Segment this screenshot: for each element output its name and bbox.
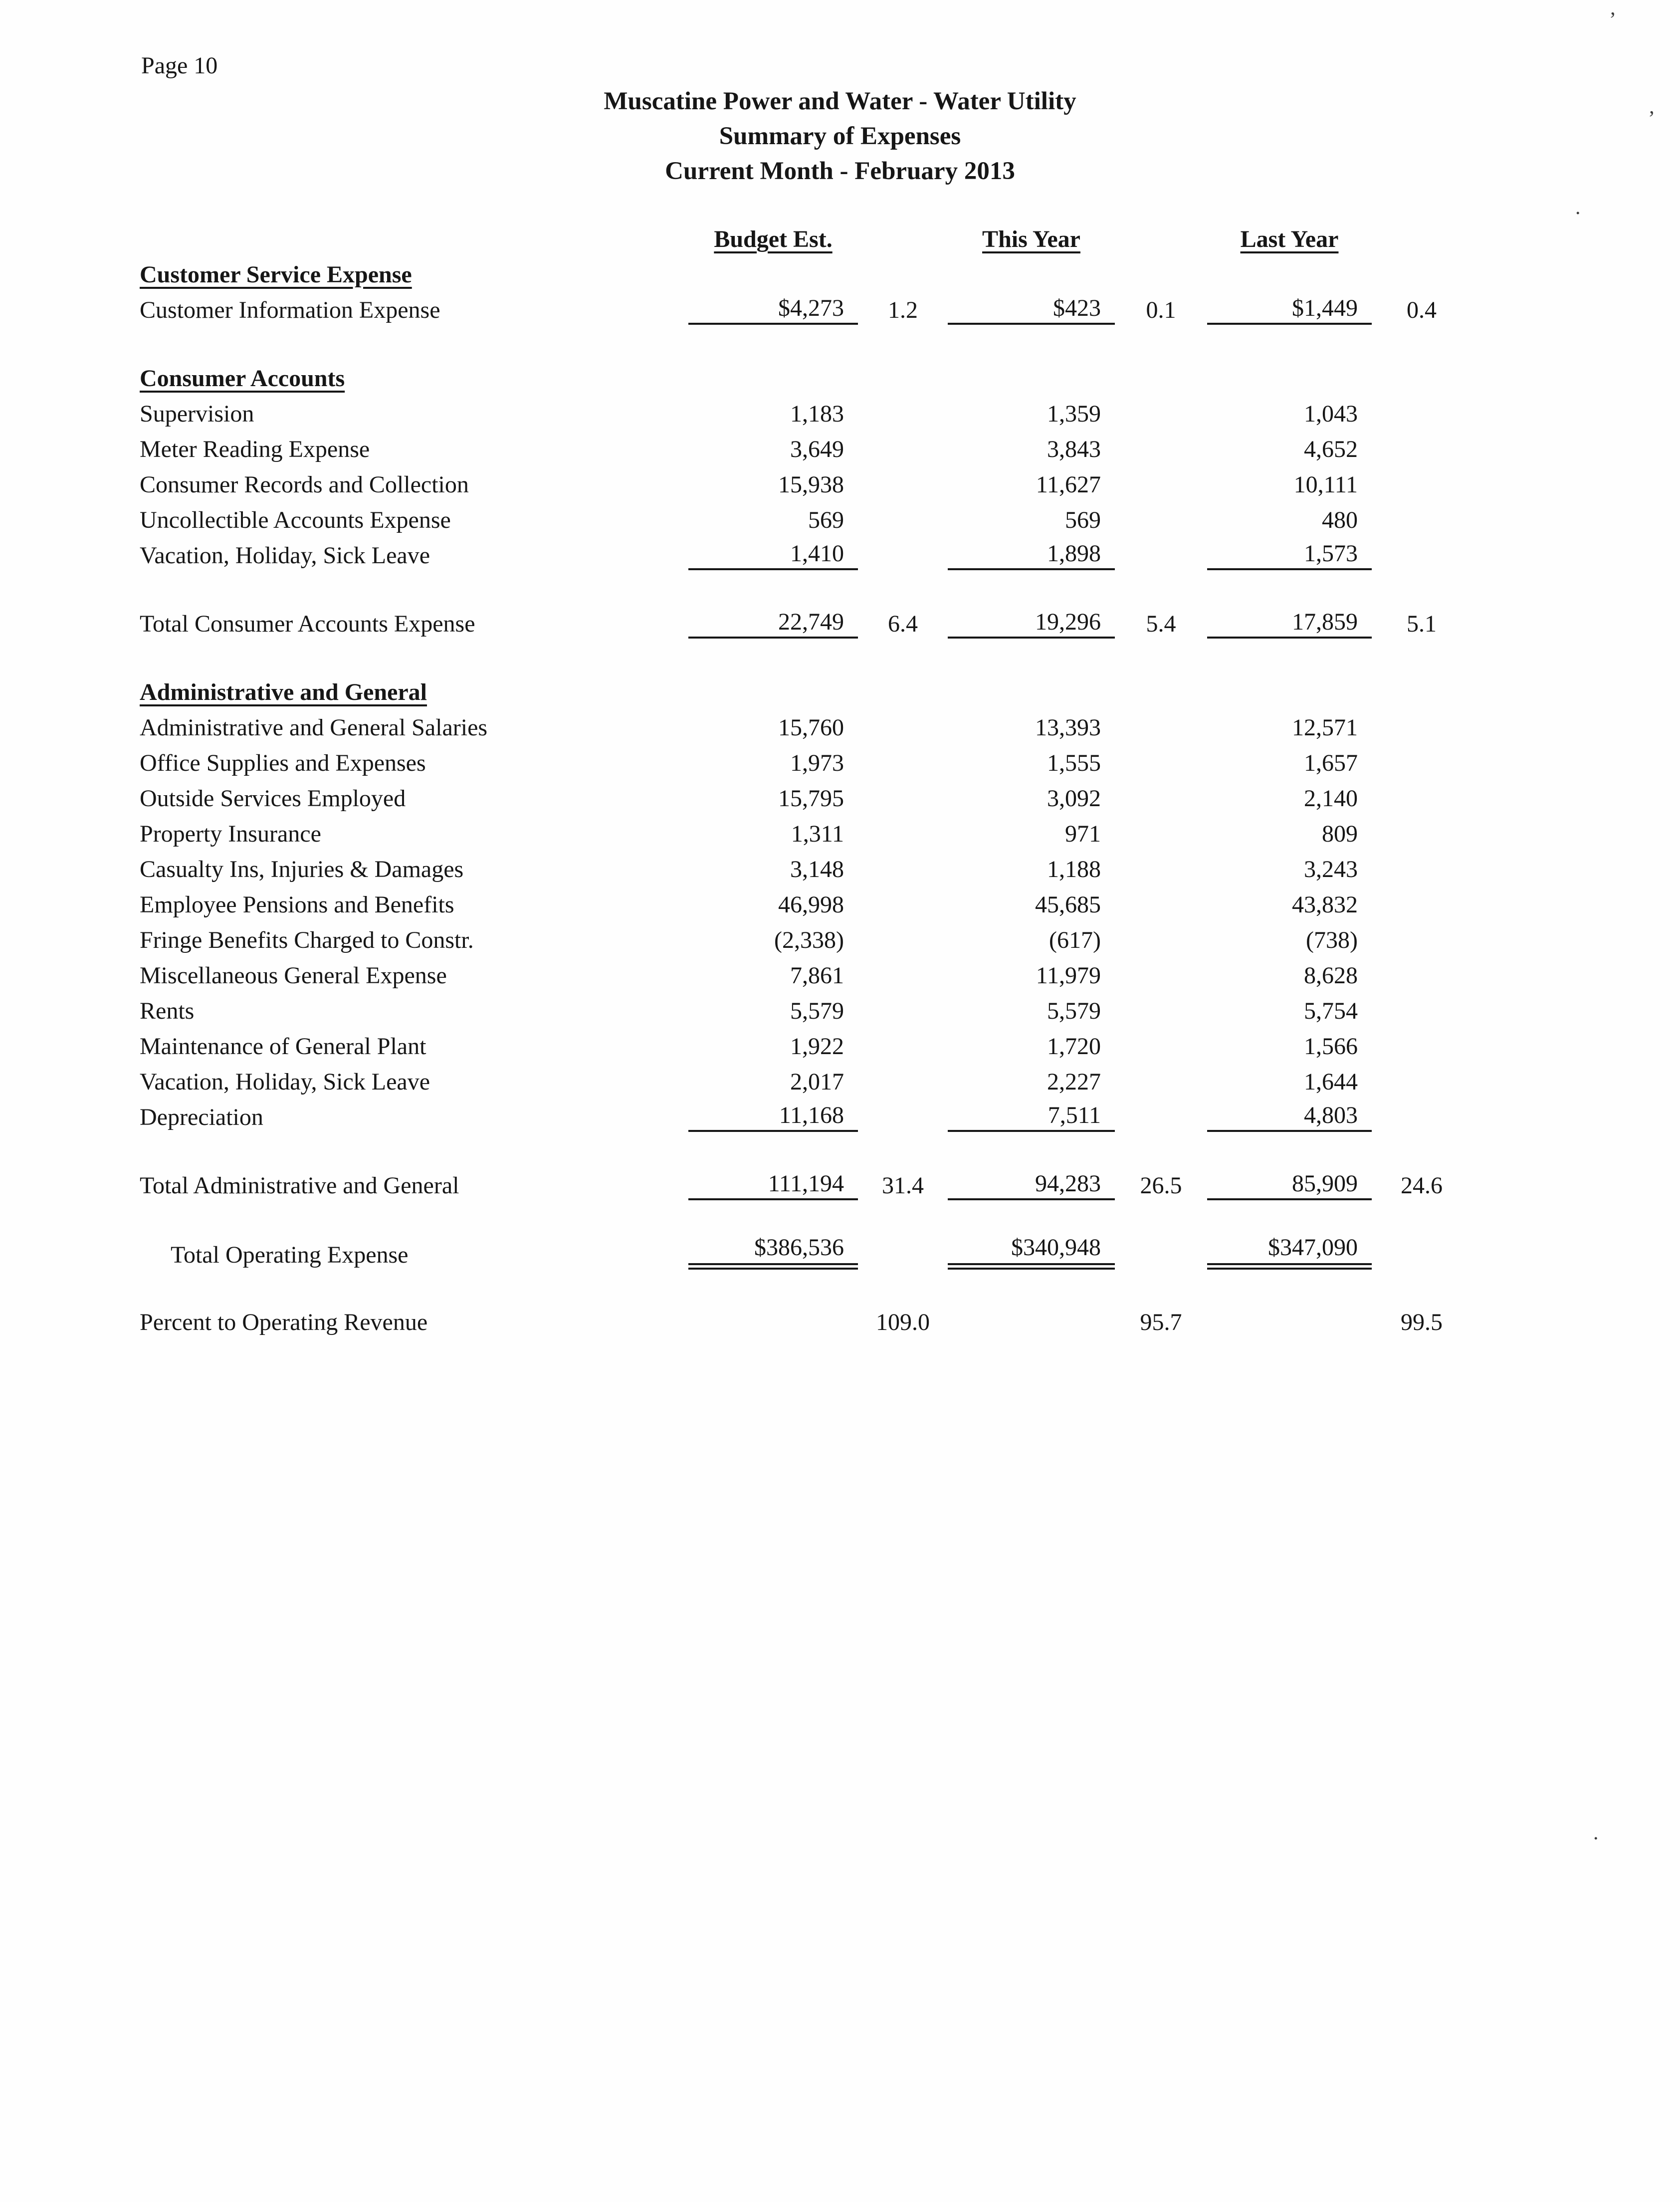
table-row — [0, 955, 1680, 990]
table-row — [0, 535, 1680, 570]
this-year-value: 19,296 — [948, 608, 1115, 639]
table-row — [0, 742, 1680, 778]
this-year-percent: 95.7 — [1140, 1309, 1182, 1335]
scan-artifact: ’ — [1648, 107, 1655, 130]
last-year-value: 17,859 — [1207, 608, 1372, 639]
this-year-percent: 5.4 — [1146, 611, 1176, 637]
row-label: Total Administrative and General — [140, 1172, 459, 1199]
this-year-value: 1,359 — [1047, 401, 1101, 427]
this-year-value: 1,720 — [1047, 1033, 1101, 1060]
this-year-percent: 0.1 — [1146, 297, 1176, 323]
last-year-value: 5,754 — [1304, 998, 1358, 1024]
budget-value: 5,579 — [790, 998, 844, 1024]
last-year-value: $347,090 — [1207, 1233, 1372, 1270]
budget-value: 15,795 — [778, 785, 844, 812]
last-year-value: (738) — [1306, 927, 1358, 953]
scan-artifact: . — [1593, 1821, 1599, 1844]
this-year-value: 1,555 — [1047, 750, 1101, 776]
last-year-value: 43,832 — [1292, 891, 1358, 918]
last-year-percent: 0.4 — [1407, 297, 1437, 323]
this-year-value: 7,511 — [948, 1101, 1115, 1132]
budget-value: 111,194 — [688, 1169, 858, 1200]
last-year-value: 3,243 — [1304, 856, 1358, 882]
last-year-value: 1,566 — [1304, 1033, 1358, 1060]
row-label: Supervision — [140, 401, 254, 427]
budget-value: 22,749 — [688, 608, 858, 639]
this-year-value: 1,188 — [1047, 856, 1101, 882]
budget-value: 1,973 — [790, 750, 844, 776]
last-year-value: 1,573 — [1207, 539, 1372, 570]
budget-value: 15,760 — [778, 714, 844, 741]
last-year-percent: 24.6 — [1401, 1172, 1443, 1199]
this-year-value: 11,627 — [1036, 471, 1101, 498]
table-row — [0, 464, 1680, 499]
column-header-last-year: Last Year — [1240, 226, 1339, 252]
row-label: Miscellaneous General Expense — [140, 962, 447, 989]
row-label: Meter Reading Expense — [140, 436, 370, 462]
section-heading: Administrative and General — [140, 679, 427, 705]
this-year-value: 94,283 — [948, 1169, 1115, 1200]
last-year-value: 12,571 — [1292, 714, 1358, 741]
last-year-value: 10,111 — [1293, 471, 1358, 498]
table-row — [0, 603, 1680, 639]
budget-percent: 109.0 — [876, 1309, 930, 1335]
this-year-value: $423 — [948, 294, 1115, 325]
this-year-value: 13,393 — [1035, 714, 1101, 741]
table-row — [0, 1026, 1680, 1061]
table-row — [0, 884, 1680, 919]
budget-percent: 6.4 — [888, 611, 918, 637]
section-heading-row — [0, 254, 1680, 289]
expense-table — [0, 219, 1680, 1337]
this-year-value: 3,843 — [1047, 436, 1101, 462]
row-label: Administrative and General Salaries — [140, 714, 488, 741]
last-year-value: 480 — [1322, 507, 1358, 533]
section-heading: Consumer Accounts — [140, 365, 345, 392]
budget-value: 569 — [808, 507, 844, 533]
budget-value: (2,338) — [774, 927, 844, 953]
table-row — [0, 849, 1680, 884]
row-label: Property Insurance — [140, 821, 321, 847]
expense-table-body — [0, 254, 1680, 1337]
budget-percent: 31.4 — [882, 1172, 924, 1199]
row-label: Fringe Benefits Charged to Constr. — [140, 927, 474, 953]
last-year-value: 1,644 — [1304, 1069, 1358, 1095]
row-label: Vacation, Holiday, Sick Leave — [140, 1069, 430, 1095]
row-label: Percent to Operating Revenue — [140, 1309, 428, 1335]
section-heading: Customer Service Expense — [140, 261, 412, 288]
table-row — [0, 990, 1680, 1026]
table-row — [0, 1233, 1680, 1269]
last-year-value: 8,628 — [1304, 962, 1358, 989]
section-heading-row — [0, 671, 1680, 707]
row-label: Depreciation — [140, 1104, 263, 1130]
row-label: Vacation, Holiday, Sick Leave — [140, 542, 430, 569]
last-year-percent: 99.5 — [1401, 1309, 1443, 1335]
row-label: Maintenance of General Plant — [140, 1033, 426, 1060]
budget-value: 3,649 — [790, 436, 844, 462]
budget-value: 15,938 — [778, 471, 844, 498]
row-label: Casualty Ins, Injuries & Damages — [140, 856, 464, 882]
last-year-value: 809 — [1322, 821, 1358, 847]
budget-value: 46,998 — [778, 891, 844, 918]
row-label: Consumer Records and Collection — [140, 471, 469, 498]
last-year-value: 4,803 — [1207, 1101, 1372, 1132]
row-label: Customer Information Expense — [140, 297, 440, 323]
this-year-percent: 26.5 — [1140, 1172, 1182, 1199]
this-year-value: 5,579 — [1047, 998, 1101, 1024]
last-year-percent: 5.1 — [1407, 611, 1437, 637]
budget-value: 1,922 — [790, 1033, 844, 1060]
last-year-value: 1,657 — [1304, 750, 1358, 776]
table-row — [0, 429, 1680, 464]
table-row — [0, 1097, 1680, 1132]
document-title: Muscatine Power and Water - Water Utility — [604, 87, 1076, 115]
page-number: Page 10 — [141, 52, 218, 79]
this-year-value: 2,227 — [1047, 1069, 1101, 1095]
this-year-value: 3,092 — [1047, 785, 1101, 812]
budget-value: 3,148 — [790, 856, 844, 882]
this-year-value: 1,898 — [948, 539, 1115, 570]
table-row — [0, 1061, 1680, 1097]
row-label: Total Operating Expense — [171, 1242, 409, 1268]
scan-artifact: . — [1575, 196, 1581, 219]
document-title-block — [0, 84, 1680, 189]
document-period: Current Month - February 2013 — [665, 157, 1015, 185]
last-year-value: 1,043 — [1304, 401, 1358, 427]
budget-percent: 1.2 — [888, 297, 918, 323]
this-year-value: 45,685 — [1035, 891, 1101, 918]
table-row — [0, 707, 1680, 742]
column-header-this-year: This Year — [982, 226, 1080, 252]
budget-value: 7,861 — [790, 962, 844, 989]
scan-artifact: ’ — [1609, 8, 1616, 31]
column-header-budget-est: Budget Est. — [714, 226, 833, 252]
row-label: Employee Pensions and Benefits — [140, 891, 454, 918]
this-year-value: 971 — [1065, 821, 1101, 847]
document-subtitle: Summary of Expenses — [719, 122, 961, 150]
row-label: Rents — [140, 998, 195, 1024]
column-headers-row — [0, 219, 1680, 254]
table-row — [0, 813, 1680, 849]
table-row — [0, 778, 1680, 813]
this-year-value: (617) — [1049, 927, 1101, 953]
last-year-value: 4,652 — [1304, 436, 1358, 462]
last-year-value: 2,140 — [1304, 785, 1358, 812]
table-row — [0, 289, 1680, 325]
last-year-value: 85,909 — [1207, 1169, 1372, 1200]
budget-value: $386,536 — [688, 1233, 858, 1270]
this-year-value: 569 — [1065, 507, 1101, 533]
budget-value: 1,311 — [791, 821, 844, 847]
row-label: Total Consumer Accounts Expense — [140, 611, 475, 637]
budget-value: $4,273 — [688, 294, 858, 325]
table-row — [0, 499, 1680, 535]
table-row — [0, 1165, 1680, 1200]
table-row — [0, 393, 1680, 429]
row-label: Uncollectible Accounts Expense — [140, 507, 451, 533]
budget-value: 2,017 — [790, 1069, 844, 1095]
this-year-value: $340,948 — [948, 1233, 1115, 1270]
last-year-value: $1,449 — [1207, 294, 1372, 325]
table-row — [0, 1302, 1680, 1337]
this-year-value: 11,979 — [1036, 962, 1101, 989]
row-label: Office Supplies and Expenses — [140, 750, 426, 776]
budget-value: 11,168 — [688, 1101, 858, 1132]
section-heading-row — [0, 358, 1680, 393]
table-row — [0, 919, 1680, 955]
row-label: Outside Services Employed — [140, 785, 406, 812]
budget-value: 1,410 — [688, 539, 858, 570]
budget-value: 1,183 — [790, 401, 844, 427]
